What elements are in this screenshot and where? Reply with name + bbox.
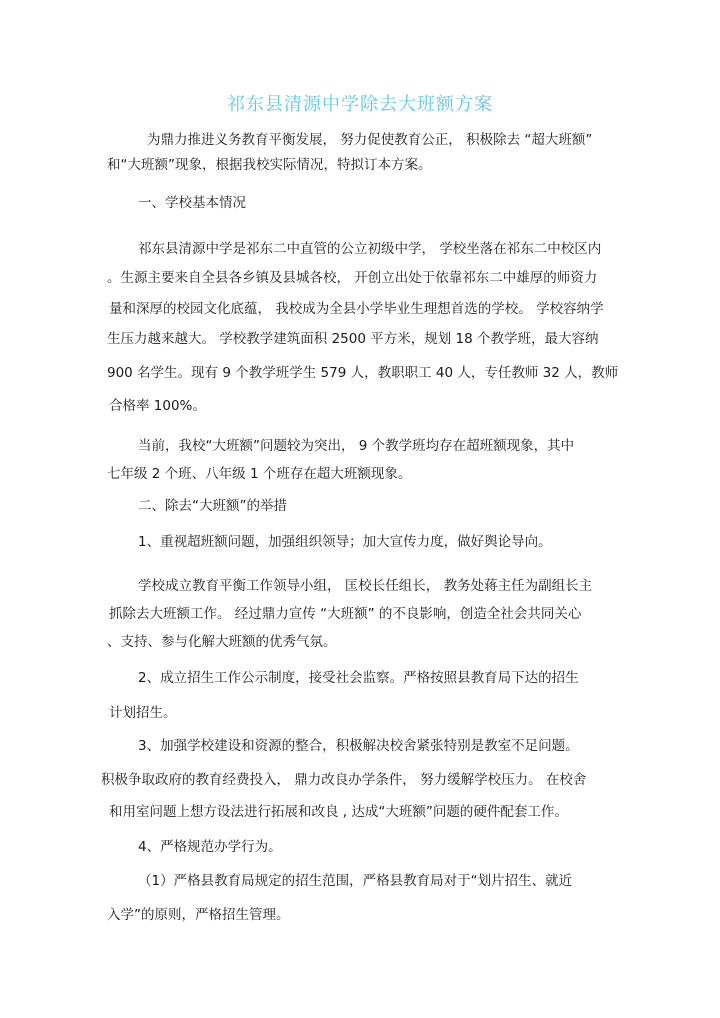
- paragraph-line: 计划招生。: [109, 705, 177, 721]
- paragraph-line: 入学”的原则，严格招生管理。: [107, 907, 290, 923]
- paragraph-line: 生压力越来越大。 学校教学建筑面积 2500 平方米，规划 18 个教学班，最大容纳: [107, 331, 599, 347]
- document-title: 祁东县清源中学除去大班额方案: [227, 94, 493, 115]
- paragraph-line: 量和深厚的校园文化底蕴， 我校成为全县小学毕业生理想首选的学校。 学校容纳学: [109, 301, 604, 317]
- paragraph-line: 当前，我校“大班额”问题较为突出， 9 个教学班均存在超班额现象，其中: [138, 438, 575, 454]
- paragraph-line: 为鼎力推进义务教育平衡发展， 努力促使教育公正， 积极除去 “超大班额”: [147, 132, 593, 148]
- paragraph-line: 合格率 100%。: [109, 398, 206, 414]
- section-heading: 二、除去“大班额”的举措: [138, 498, 287, 514]
- subheading-line: 1、重视超班额问题，加强组织领导；加大宣传力度，做好舆论导向。: [138, 534, 552, 550]
- paragraph-line: 和“大班额”现象，根据我校实际情况，特拟订本方案。: [107, 157, 432, 173]
- paragraph-line: 祁东县清源中学是祁东二中直管的公立初级中学， 学校坐落在祁东二中校区内: [138, 241, 602, 257]
- paragraph-line: 积极争取政府的教育经费投入， 鼎力改良办学条件， 努力缓解学校压力。 在校舍: [101, 772, 587, 788]
- subheading-line: 2、成立招生工作公示制度，接受社会监察。严格按照县教育局下达的招生: [138, 670, 579, 686]
- paragraph-line: 抓除去大班额工作。 经过鼎力宣传 “大班额” 的不良影响，创造全社会共同关心: [109, 606, 582, 622]
- paragraph-line: 七年级 2 个班、八年级 1 个班存在超大班额现象。: [107, 466, 412, 482]
- paragraph-line: 。生源主要来自全县各乡镇及县城各校， 开创立出处于依靠祁东二中雄厚的师资力: [107, 270, 598, 286]
- paragraph-line: 和用室问题上想方设法进行拓展和改良 , 达成“大班额”问题的硬件配套工作。: [109, 804, 568, 820]
- paragraph-line: （1）严格县教育局规定的招生范围，严格县教育局对于“划片招生、就近: [138, 873, 573, 889]
- subheading-line: 4、严格规范办学行为。: [138, 839, 282, 855]
- paragraph-line: 、支持、参与化解大班额的优秀气氛。: [107, 634, 337, 650]
- paragraph-line: 学校成立教育平衡工作领导小组， 匡校长任组长， 教务处蒋主任为副组长主: [138, 578, 593, 594]
- section-heading: 一、学校基本情况: [138, 195, 246, 211]
- paragraph-line: 900 名学生。现有 9 个教学班学生 579 人，教职职工 40 人，专任教师 32 人，教师: [107, 365, 619, 381]
- subheading-line: 3、加强学校建设和资源的整合，积极解决校舍紧张特别是教室不足问题。: [138, 738, 579, 754]
